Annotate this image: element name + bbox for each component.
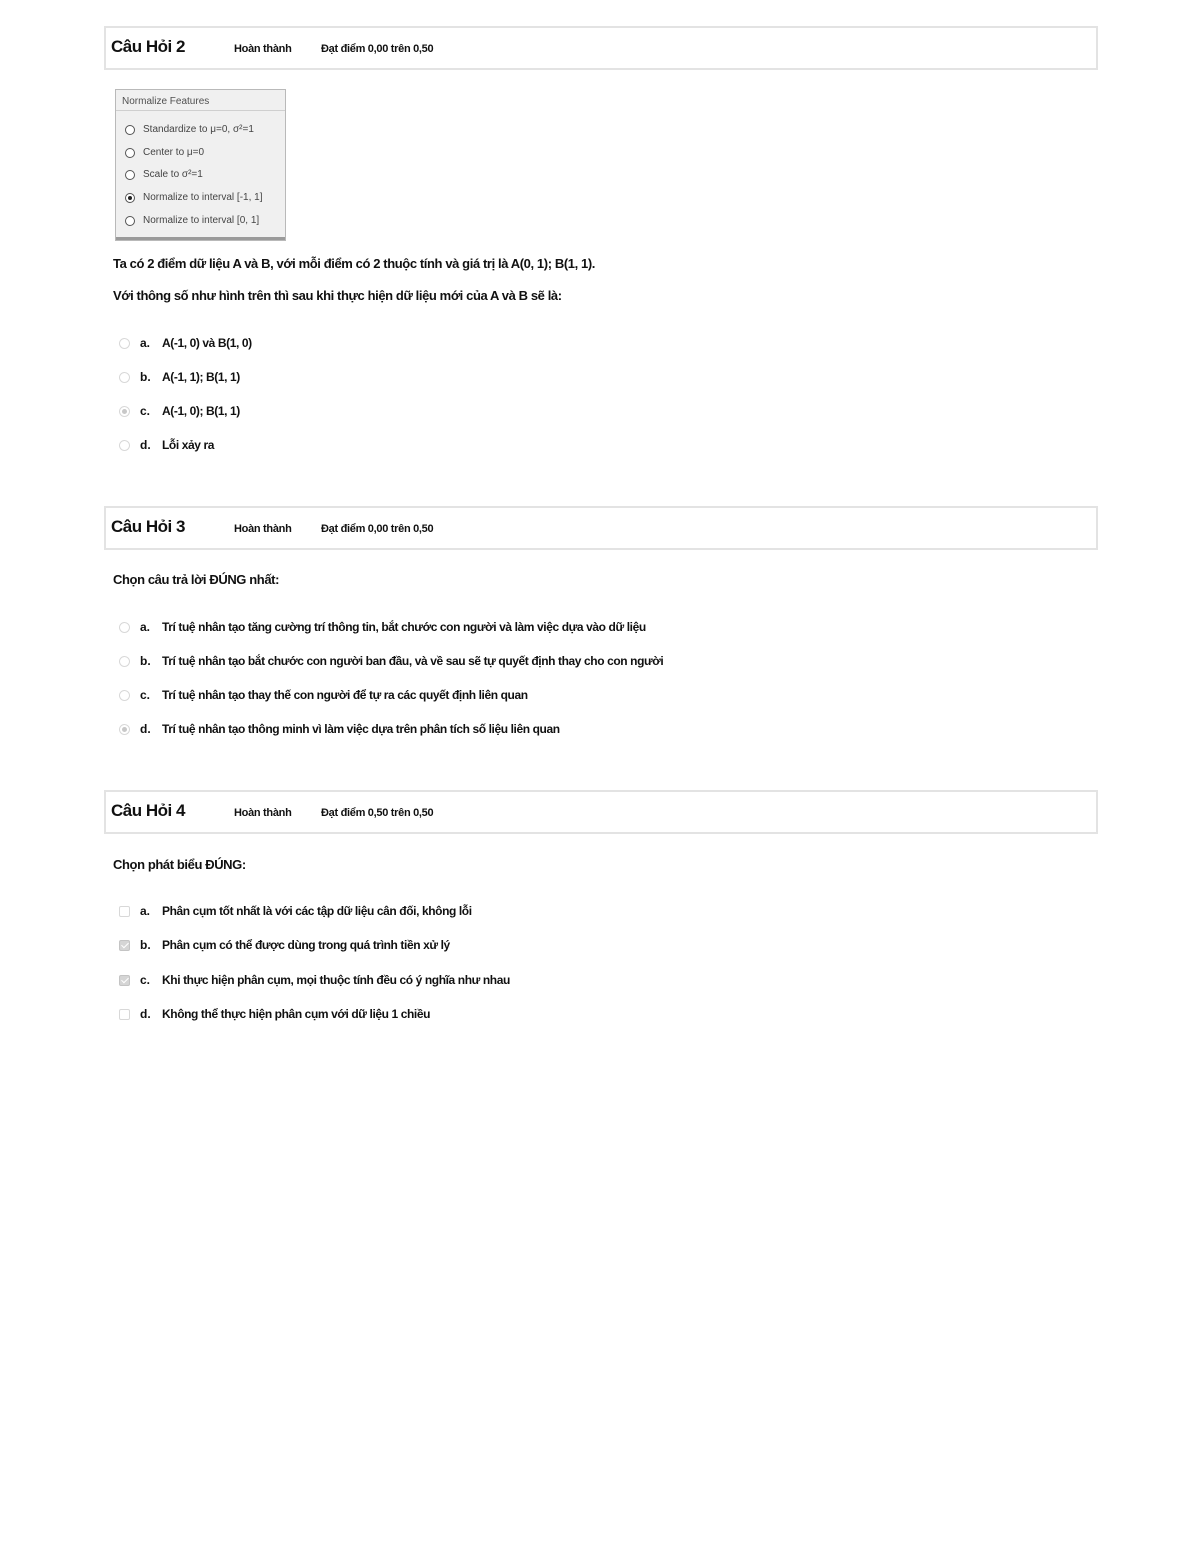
question-4-header [104,790,1098,834]
answer-text: Lỗi xảy ra [162,438,215,452]
figure-option-label: Scale to σ²=1 [143,169,203,180]
normalize-features-image [115,89,286,241]
question-grade: Đạt điểm 0,50 trên 0,50 [321,807,434,819]
figure-bottom-border [116,237,285,240]
answer-letter: d. [140,722,151,736]
question-2-header [104,26,1098,70]
question-state: Hoàn thành [234,523,292,535]
figure-radio-icon [125,216,135,226]
answer-letter: a. [140,904,151,918]
answer-text: Trí tuệ nhân tạo bắt chước con người ban đầu, và về sau sẽ tự quyết định thay cho con người [162,654,664,668]
answer-letter: c. [140,688,151,702]
question-text: Ta có 2 điểm dữ liệu A và B, với mỗi điểm có 2 thuộc tính và giá trị là A(0, 1); B(1, 1). [113,256,595,271]
radio-button[interactable] [119,338,130,349]
answer-letter: d. [140,438,151,452]
radio-button-checked[interactable] [119,406,130,417]
figure-radio-selected-icon [125,193,135,203]
figure-radio-icon [125,125,135,135]
answer-text: Trí tuệ nhân tạo thay thế con người để tự ra các quyết định liên quan [162,688,528,702]
answer-letter: b. [140,938,151,952]
question-title: Câu Hỏi 4 [111,801,185,820]
question-state: Hoàn thành [234,807,292,819]
radio-button[interactable] [119,440,130,451]
checkbox-checked[interactable] [119,940,130,951]
question-title: Câu Hỏi 3 [111,517,185,536]
figure-title: Normalize Features [122,96,210,107]
answer-letter: c. [140,973,151,987]
answer-letter: b. [140,370,151,384]
radio-button[interactable] [119,656,130,667]
radio-button[interactable] [119,622,130,633]
answer-text: Phân cụm tốt nhất là với các tập dữ liệu cân đối, không lỗi [162,904,472,918]
answer-text: Khi thực hiện phân cụm, mọi thuộc tính đều có ý nghĩa như nhau [162,973,510,987]
figure-option-label: Normalize to interval [0, 1] [143,215,260,226]
answer-text: A(-1, 0); B(1, 1) [162,404,240,418]
question-grade: Đạt điểm 0,00 trên 0,50 [321,43,434,55]
figure-option-label: Normalize to interval [-1, 1] [143,192,263,203]
checkbox[interactable] [119,906,130,917]
question-grade: Đạt điểm 0,00 trên 0,50 [321,523,434,535]
question-text: Chọn câu trả lời ĐÚNG nhất: [113,572,280,587]
question-3-header [104,506,1098,550]
answer-text: A(-1, 0) và B(1, 0) [162,336,252,350]
radio-button-checked[interactable] [119,724,130,735]
checkbox-checked[interactable] [119,975,130,986]
radio-button[interactable] [119,690,130,701]
answer-text: Phân cụm có thể được dùng trong quá trình tiền xử lý [162,938,450,952]
answer-text: Trí tuệ nhân tạo thông minh vì làm việc dựa trên phân tích số liệu liên quan [162,722,560,736]
answer-letter: a. [140,620,151,634]
answer-text: Không thể thực hiện phân cụm với dữ liệu 1 chiều [162,1007,431,1021]
answer-letter: c. [140,404,151,418]
answer-letter: b. [140,654,151,668]
figure-option-label: Standardize to μ=0, σ²=1 [143,124,254,135]
radio-button[interactable] [119,372,130,383]
question-state: Hoàn thành [234,43,292,55]
figure-divider [116,110,285,111]
answer-letter: a. [140,336,151,350]
figure-option-label: Center to μ=0 [143,147,205,158]
question-title: Câu Hỏi 2 [111,37,185,56]
checkbox[interactable] [119,1009,130,1020]
answer-text: Trí tuệ nhân tạo tăng cường trí thông tin, bắt chước con người và làm việc dựa vào dữ liệu [162,620,646,634]
figure-radio-icon [125,170,135,180]
answer-text: A(-1, 1); B(1, 1) [162,370,240,384]
figure-radio-icon [125,148,135,158]
answer-letter: d. [140,1007,151,1021]
question-text: Với thông số như hình trên thì sau khi thực hiện dữ liệu mới của A và B sẽ là: [113,288,562,303]
question-text: Chọn phát biểu ĐÚNG: [113,857,246,872]
